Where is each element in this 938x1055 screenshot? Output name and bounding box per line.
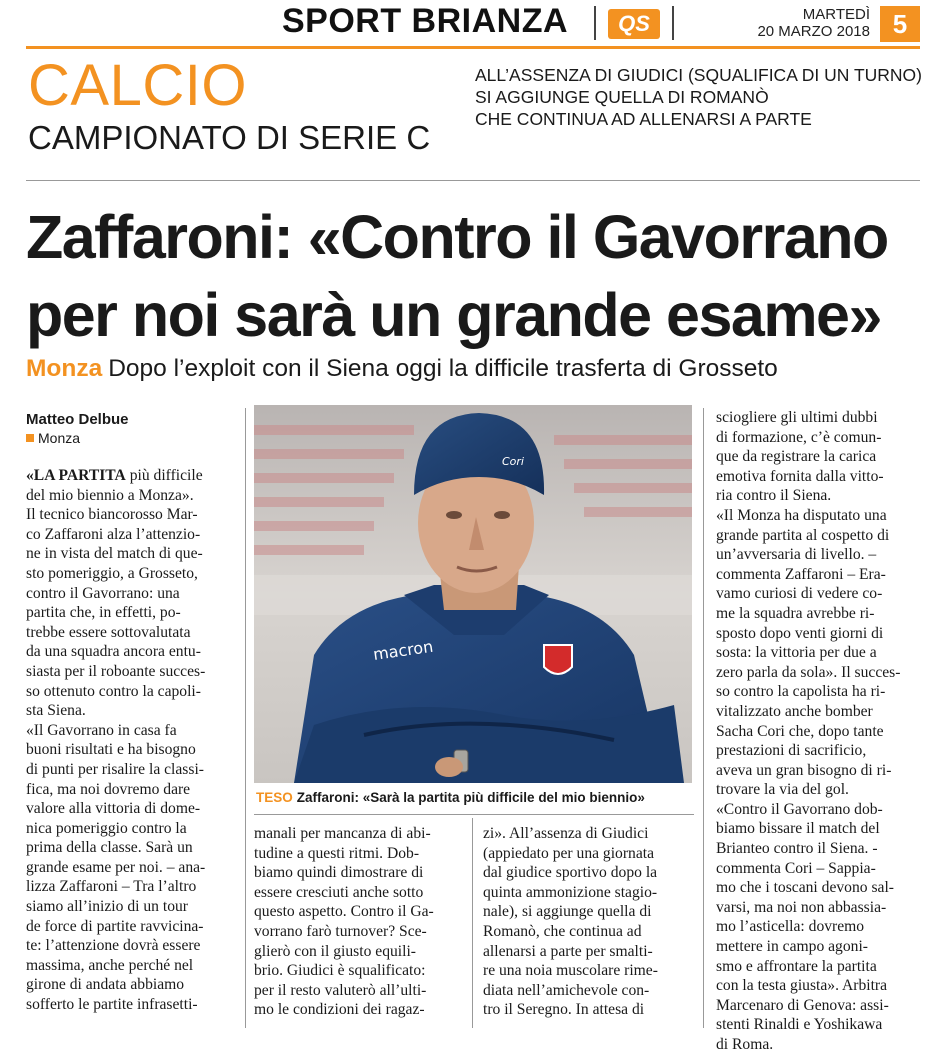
column-line: sosta: la vittoria per due a	[716, 644, 877, 662]
column-line: te: l’attenzione dovrà essere	[26, 937, 201, 955]
column-line: ne in vista del match di que-	[26, 545, 203, 563]
column-line: nale), si aggiunge quella di	[483, 903, 652, 921]
column-rule	[472, 818, 473, 1028]
page-number: 5	[880, 6, 920, 42]
column-line: zero parla da sola». Il succes-	[716, 663, 901, 681]
column-line: mo l’asticella: dovremo	[716, 918, 865, 936]
section-title: SPORT BRIANZA	[281, 2, 569, 40]
column-line: girone di andata abbiamo	[26, 976, 185, 994]
header-divider	[672, 6, 674, 40]
column-line: un’avversaria di livello. –	[716, 546, 877, 564]
hat-text: Cori	[502, 455, 524, 468]
column-line: di formazione, c’è comun-	[716, 428, 882, 446]
article-column-4	[716, 408, 921, 1055]
column-line: stenti Rinaldi e Yoshikawa	[716, 1016, 883, 1034]
byline-location	[26, 430, 80, 446]
column-line: da una squadra ancora entu-	[26, 643, 201, 661]
column-line: vorrano farò turnover? Sce-	[254, 922, 427, 940]
column-line: prima della classe. Sarà un	[26, 839, 193, 857]
column-line: sto pomeriggio, a Grosseto,	[26, 564, 198, 582]
column-line: «Il Monza ha disputato una	[716, 506, 887, 524]
column-line: contro il Gavorrano: una	[26, 584, 180, 602]
headline	[26, 198, 926, 354]
column-line: questo aspetto. Contro il Ga-	[254, 903, 434, 921]
column-line: aveva un gran bisogno di ri-	[716, 761, 892, 779]
article-column-1	[26, 466, 236, 1015]
column-line: allenarsi a parte per smalti-	[483, 942, 653, 960]
column-line: di Roma.	[716, 1036, 774, 1053]
column-line: so contro la capolista ha ri-	[716, 683, 886, 701]
column-line: Brianteo contro il Siena. -	[716, 840, 878, 858]
subhead-location: Monza	[26, 355, 103, 382]
column-line: grande partita al cospetto di	[716, 526, 890, 544]
column-line: que da registrare la carica	[716, 448, 877, 466]
column-line: sciogliere gli ultimi dubbi	[716, 409, 878, 426]
column-line: biamo bissare il match del	[716, 820, 880, 838]
column-line: mo che i toscani devono sal-	[716, 879, 894, 897]
column-line: so ottenuto contro la capoli-	[26, 682, 201, 700]
column-line: co Zaffaroni alza l’attenzio-	[26, 525, 201, 543]
column-line: varsi, ma noi non abbassia-	[716, 898, 887, 916]
header-rule	[26, 46, 920, 49]
column-line: nica pomeriggio contro la	[26, 819, 187, 837]
column-line: con la testa giusta». Arbitra	[716, 977, 888, 995]
issue-date-text: 20 MARZO 2018	[757, 23, 870, 40]
column-line: Romanò, che continua ad	[483, 922, 642, 940]
column-line: fica, ma noi dovremo dare	[26, 780, 191, 798]
column-line: (appiedato per una giornata	[483, 844, 655, 862]
column-line: di punti per risalire la classi-	[26, 760, 204, 778]
subhead-text: Dopo l’exploit con il Siena oggi la difficile trasferta di Grosseto	[108, 355, 778, 382]
column-line: manali per mancanza di abi-	[254, 825, 431, 842]
column-line: emotiva fornita dalla vitto-	[716, 467, 884, 485]
article-column-2	[254, 824, 464, 1020]
column-line: quinta ammonizione stagio-	[483, 883, 658, 901]
byline-author: Matteo Delbue	[26, 411, 129, 428]
column-line: smo e affrontare la partita	[716, 957, 877, 975]
article-column-3	[483, 824, 693, 1020]
column-line: de force di partite ravvicina-	[26, 917, 204, 935]
column-line: biamo quindi dimostrare di	[254, 864, 424, 882]
column-line: mo le condizioni dei ragaz-	[254, 1001, 425, 1019]
square-bullet-icon	[26, 434, 34, 442]
issue-day: MARTEDÌ	[802, 6, 870, 23]
column-line: partita che, in effetti, po-	[26, 604, 181, 622]
category-label: CALCIO	[28, 53, 247, 118]
kicker	[475, 64, 925, 130]
column-line: lizza Zaffaroni – Tra l’altro	[26, 878, 197, 896]
column-rule	[703, 408, 704, 1028]
headline-line: Zaffaroni: «Contro il Gavorrano	[26, 203, 888, 271]
column-line: Sacha Cori che, dopo tante	[716, 722, 884, 740]
kicker-line: ALL’ASSENZA DI GIUDICI (SQUALIFICA DI UN TURNO)	[475, 65, 922, 85]
column-line: sta Siena.	[26, 702, 86, 720]
column-line: tudine a questi ritmi. Dob-	[254, 844, 420, 862]
column-line: «Contro il Gavorrano dob-	[716, 800, 883, 818]
caption-text: Zaffaroni: «Sarà la partita più difficile del mio biennio»	[296, 790, 645, 805]
column-line: zi». All’assenza di Giudici	[483, 825, 649, 842]
column-line: glierò con il giusto equili-	[254, 942, 416, 960]
byline-location-text: Monza	[38, 430, 81, 446]
column-line: sposto dopo venti giorni di	[716, 624, 884, 642]
caption-rule	[254, 814, 694, 815]
column-line: grande esame per noi. – ana-	[26, 858, 206, 876]
column-line: valore alla vittoria di dome-	[26, 800, 201, 818]
caption-label: TESO	[256, 790, 293, 805]
column-line: brio. Giudici è squalificato:	[254, 962, 426, 980]
subheadline	[26, 353, 926, 385]
column-line: Il tecnico biancorosso Mar-	[26, 506, 198, 524]
column-line: re una noia muscolare rime-	[483, 962, 658, 980]
kicker-line: CHE CONTINUA AD ALLENARSI A PARTE	[475, 109, 812, 129]
column-line: ria contro il Siena.	[716, 487, 832, 505]
lead-in: «LA PARTITA	[26, 467, 126, 484]
column-line: diata nell’amichevole con-	[483, 981, 650, 999]
column-line: tro il Seregno. In attesa di	[483, 1001, 645, 1019]
column-line: siamo all’inizio di un tour	[26, 898, 188, 916]
column-line: commenta Cori – Sappia-	[716, 859, 876, 877]
column-line: trebbe essere sottovalutata	[26, 623, 191, 641]
column-line: commenta Zaffaroni – Era-	[716, 565, 886, 583]
column-line: dal giudice sportivo dopo la	[483, 864, 658, 882]
column-line: massima, anche perché nel	[26, 956, 194, 974]
kicker-line: SI AGGIUNGE QUELLA DI ROMANÒ	[475, 87, 769, 107]
column-line: trovare la via del gol.	[716, 781, 849, 799]
column-line: mettere in campo agoni-	[716, 938, 868, 956]
column-line	[26, 466, 236, 486]
headline-line: per noi sarà un grande esame»	[26, 281, 881, 349]
column-line: per il resto valuterò all’ulti-	[254, 981, 427, 999]
column-line: sofferto le partite infrasetti-	[26, 996, 198, 1014]
column-rule	[245, 408, 246, 1028]
column-line: vitalizzato anche bomber	[716, 702, 873, 720]
column-line: me la squadra avrebbe ri-	[716, 604, 875, 622]
column-line: essere cresciuti anche sotto	[254, 883, 424, 901]
header-divider	[594, 6, 596, 40]
qs-logo: QS	[608, 9, 660, 39]
section-rule	[26, 180, 920, 181]
column-line: buoni risultati e ha bisogno	[26, 741, 196, 759]
article-photo	[254, 405, 692, 783]
column-line: prestazioni di sacrificio,	[716, 742, 867, 760]
column-line: siasta per il roboante succes-	[26, 662, 206, 680]
subcategory-label: CAMPIONATO DI SERIE C	[28, 119, 431, 156]
column-line: vamo curiosi di vedere co-	[716, 585, 883, 603]
issue-date	[690, 6, 870, 40]
column-line-text: più difficile	[129, 467, 203, 484]
column-line: «Il Gavorrano in casa fa	[26, 721, 177, 739]
jacket-text: macron	[371, 636, 435, 664]
coach-photo-illustration	[254, 405, 692, 783]
column-line: del mio biennio a Monza».	[26, 486, 194, 504]
photo-caption	[256, 790, 696, 805]
column-line: Marcenaro di Genova: assi-	[716, 996, 889, 1014]
